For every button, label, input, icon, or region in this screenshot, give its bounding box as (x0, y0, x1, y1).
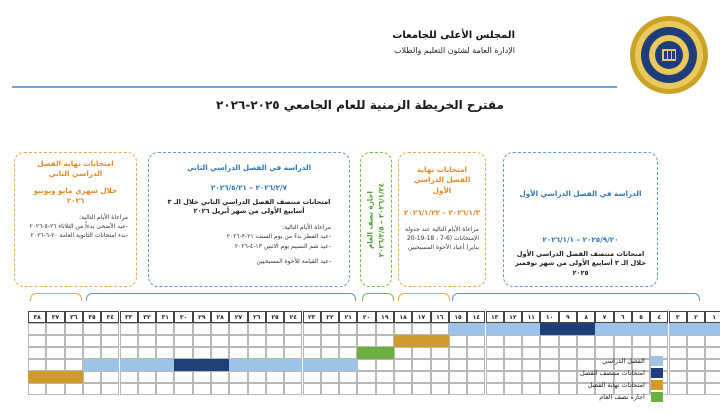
timeline-cell (522, 335, 540, 347)
timeline-cell (321, 383, 339, 395)
timeline-bar-break (357, 347, 375, 359)
timeline-cell (101, 335, 119, 347)
timeline-cell (101, 371, 119, 383)
timeline-bar-study (486, 323, 504, 335)
timeline-cell (46, 347, 64, 359)
timeline-cell (46, 323, 64, 335)
timeline-cell (321, 323, 339, 335)
timeline-cell (687, 383, 705, 395)
timeline-cell (321, 371, 339, 383)
second-semester-midterm-note: امتحانات منتصف الفصل الدراسي الثاني خلال الـ ٣ أسابيع الأولى من شهر أبريل ٢٠٢٦ (167, 197, 331, 216)
timeline-cell (687, 359, 705, 371)
timeline-cell (303, 335, 321, 347)
timeline-cell (559, 347, 577, 359)
timeline-bar-midterm (559, 323, 577, 335)
timeline-bar-final (46, 371, 64, 383)
timeline-cell (705, 335, 720, 347)
timeline-bar-midterm (540, 323, 558, 335)
legend-label: الفصل الدراسي (602, 357, 645, 365)
timeline-cell (339, 383, 357, 395)
timeline-bar-study (303, 359, 321, 371)
week-number: ٢١ (339, 311, 357, 323)
timeline-cell (687, 371, 705, 383)
timeline-cell (28, 359, 46, 371)
timeline-cell (138, 335, 156, 347)
brace-second-finals (30, 293, 82, 301)
mid-break-text (366, 182, 387, 256)
timeline-cell (101, 323, 119, 335)
timeline-cell (669, 359, 687, 371)
week-number: ٢٦ (248, 311, 266, 323)
timeline-cell (687, 347, 705, 359)
timeline-cell (120, 323, 138, 335)
timeline-cell (357, 359, 375, 371)
timeline-cell (211, 335, 229, 347)
timeline-bar-study (687, 323, 705, 335)
box-first-semester (503, 152, 658, 287)
timeline-cell (394, 383, 412, 395)
first-semester-dates: ٢٠٢٥/٩/٢٠ – ٢٠٢٦/١/١ (542, 235, 619, 245)
timeline-cell (46, 383, 64, 395)
legend-swatch (651, 392, 663, 402)
timeline-cell (614, 335, 632, 347)
week-number: ٣٤ (101, 311, 119, 323)
timeline-cell (266, 383, 284, 395)
timeline-cell (486, 335, 504, 347)
timeline-cell (211, 323, 229, 335)
timeline-cell (595, 335, 613, 347)
week-number: ١٨ (394, 311, 412, 323)
timeline-cell (339, 323, 357, 335)
timeline-cell (65, 347, 83, 359)
timeline-cell (248, 335, 266, 347)
timeline-cell (540, 335, 558, 347)
week-number: ٣٢ (138, 311, 156, 323)
timeline-cell (431, 347, 449, 359)
week-number: ١٦ (431, 311, 449, 323)
week-number: ٢٨ (211, 311, 229, 323)
timeline-cell (101, 383, 119, 395)
legend-swatch (651, 356, 663, 366)
second-finals-notes (15, 213, 136, 241)
week-number: ٣٧ (46, 311, 64, 323)
timeline-cell (83, 383, 101, 395)
legend-label: امتحانات منتصف الفصل (580, 369, 645, 377)
timeline-cell (138, 383, 156, 395)
timeline-cell (650, 335, 668, 347)
timeline-cell (486, 371, 504, 383)
second-semester-note-item: -عيد الفطر بدءً من يوم السبت ٢١-٣-٢٠٢٦ (226, 233, 331, 241)
week-number: ٢٥ (266, 311, 284, 323)
timeline-cell (449, 347, 467, 359)
second-semester-note-item: -عيد القيامة للأخوة المسيحيين (256, 257, 331, 265)
box-first-finals (398, 152, 486, 287)
timeline-cell (138, 323, 156, 335)
timeline-cell (174, 323, 192, 335)
box-mid-year-break (360, 152, 392, 287)
timeline-cell (559, 359, 577, 371)
mid-break-dates: ٢٠٢٦/١/٢٤ – ٢٠٢٦/٢/٥ (377, 182, 385, 257)
legend-item (580, 367, 663, 379)
timeline-bar-study (284, 359, 302, 371)
timeline-bar-study (339, 359, 357, 371)
second-semester-note-item: -عيد شم النسيم يوم الاثنين ١٣-٤-٢٠٢٦ (234, 242, 331, 250)
timeline-cell (229, 371, 247, 383)
timeline-cell (357, 371, 375, 383)
timeline-cell (540, 359, 558, 371)
timeline-cell (303, 383, 321, 395)
second-finals-note-item: -بدء امتحانات الثانوية العامة ٢٠-٦-٢٠٢٦ (30, 232, 128, 240)
timeline-cell (193, 371, 211, 383)
timeline-bar-study (248, 359, 266, 371)
timeline-cell (156, 371, 174, 383)
timeline-cell (284, 323, 302, 335)
week-number: ١٣ (486, 311, 504, 323)
timeline-cell (486, 359, 504, 371)
timeline-cell (101, 347, 119, 359)
timeline-cell (394, 323, 412, 335)
timeline-cell (28, 323, 46, 335)
timeline-cell (705, 359, 720, 371)
mid-break-title: اجازة نصف العام (366, 190, 375, 249)
timeline-cell (357, 383, 375, 395)
week-number: ١١ (522, 311, 540, 323)
timeline-cell (120, 383, 138, 395)
first-finals-note: مراعاة الأيام التالية عند جدولة الإمتحانات (6-7 ، 18-19-20 يناير) أعياد الأخوة المسيحيين (404, 225, 479, 252)
second-semester-title: الدراسة في الفصل الدراسي الثاني (186, 163, 312, 172)
timeline-cell (559, 383, 577, 395)
timeline-cell (83, 335, 101, 347)
week-number: ٧ (595, 311, 613, 323)
timeline-bar-final (394, 335, 412, 347)
org-title: المجلس الأعلى للجامعات (392, 30, 515, 41)
timeline-cell (376, 335, 394, 347)
timeline-cell (669, 383, 687, 395)
week-number: ٦ (614, 311, 632, 323)
second-semester-notes (149, 223, 349, 266)
timeline-cell (266, 335, 284, 347)
week-number: ١ (705, 311, 720, 323)
timeline-bar-study (632, 323, 650, 335)
timeline-cell (339, 347, 357, 359)
timeline-bar-midterm (193, 359, 211, 371)
timeline-cell (321, 347, 339, 359)
timeline-bar-final (65, 371, 83, 383)
legend-item (580, 379, 663, 391)
legend (580, 355, 663, 403)
box-second-finals (14, 152, 137, 287)
timeline-cell (449, 359, 467, 371)
timeline-cell (540, 383, 558, 395)
timeline-bar-study (650, 323, 668, 335)
timeline-bar-study (83, 359, 101, 371)
timeline-cell (65, 323, 83, 335)
timeline-cell (229, 335, 247, 347)
timeline-cell (28, 335, 46, 347)
brace-first-finals (398, 293, 450, 301)
timeline-cell (412, 323, 430, 335)
timeline-cell (193, 383, 211, 395)
second-finals-title: امتحانات نهاية الفصل الدراسي الثاني (37, 159, 114, 179)
legend-swatch (651, 368, 663, 378)
timeline-cell (486, 347, 504, 359)
timeline-cell (83, 323, 101, 335)
timeline-cell (284, 347, 302, 359)
box-second-semester (148, 152, 350, 287)
timeline-cell (193, 335, 211, 347)
timeline-cell (504, 359, 522, 371)
university-council-logo (628, 14, 710, 96)
first-semester-midterm-note: امتحانات منتصف الفصل الدراسي الأول خلال الـ ٣ أسابيع الأولى من شهر نوفمبر ٢٠٢٥ (515, 249, 646, 277)
brace-first-semester (452, 293, 700, 301)
second-finals-sub: خلال شهري مايو ويونيو ٢٠٢٦ (33, 185, 118, 206)
timeline-cell (193, 323, 211, 335)
legend-swatch (651, 380, 663, 390)
timeline-bar-final (28, 371, 46, 383)
week-number: ٣٣ (120, 311, 138, 323)
timeline-cell (522, 359, 540, 371)
timeline-cell (431, 359, 449, 371)
timeline-cell (248, 383, 266, 395)
timeline-cell (540, 347, 558, 359)
timeline-cell (303, 347, 321, 359)
timeline-cell (266, 323, 284, 335)
timeline-cell (705, 371, 720, 383)
timeline-bar-study (449, 323, 467, 335)
timeline-bar-study (138, 359, 156, 371)
timeline-bar-midterm (211, 359, 229, 371)
timeline-cell (156, 347, 174, 359)
timeline-bar-study (522, 323, 540, 335)
timeline-cell (431, 383, 449, 395)
timeline-cell (522, 371, 540, 383)
page-title: مقترح الخريطة الزمنية للعام الجامعي ٢٠٢٥-٢٠٢٦ (216, 98, 504, 112)
timeline-cell (174, 383, 192, 395)
timeline-cell (28, 347, 46, 359)
timeline-cell (211, 371, 229, 383)
week-number: ٢ (687, 311, 705, 323)
timeline-cell (376, 371, 394, 383)
timeline-cell (669, 347, 687, 359)
timeline-bar-study (669, 323, 687, 335)
week-number: ٢٩ (193, 311, 211, 323)
timeline-cell (705, 383, 720, 395)
brace-second-semester (86, 293, 356, 301)
timeline-cell (303, 371, 321, 383)
timeline-cell (394, 347, 412, 359)
timeline-bar-final (412, 335, 430, 347)
timeline-bar-study (156, 359, 174, 371)
timeline-cell (339, 335, 357, 347)
timeline-cell (229, 383, 247, 395)
timeline-cell (83, 371, 101, 383)
timeline-bar-study (614, 323, 632, 335)
week-number: ١٩ (376, 311, 394, 323)
second-semester-note-title: مراعاة الأيام التالية: (282, 223, 331, 231)
timeline-cell (120, 347, 138, 359)
week-number: ٢٢ (321, 311, 339, 323)
timeline-cell (156, 323, 174, 335)
timeline-cell (339, 371, 357, 383)
timeline-cell (504, 347, 522, 359)
timeline-cell (65, 335, 83, 347)
timeline-cell (46, 335, 64, 347)
timeline-cell (83, 347, 101, 359)
timeline-cell (248, 371, 266, 383)
timeline-cell (687, 335, 705, 347)
timeline-cell (412, 383, 430, 395)
timeline-cell (193, 347, 211, 359)
header-divider (12, 86, 617, 88)
timeline-cell (65, 359, 83, 371)
week-number: ٣٨ (28, 311, 46, 323)
week-number: ٥ (632, 311, 650, 323)
timeline-cell (577, 335, 595, 347)
week-number: ١٢ (504, 311, 522, 323)
timeline-cell (504, 371, 522, 383)
timeline-cell (376, 359, 394, 371)
week-number: ٢٠ (357, 311, 375, 323)
week-number: ٣٠ (174, 311, 192, 323)
week-number: ٣٥ (83, 311, 101, 323)
timeline-bar-midterm (174, 359, 192, 371)
timeline-cell (394, 371, 412, 383)
legend-label: امتحانات نهاية الفصل (587, 381, 645, 389)
timeline-cell (632, 335, 650, 347)
week-number: ٣٦ (65, 311, 83, 323)
timeline-cell (229, 347, 247, 359)
timeline-cell (229, 323, 247, 335)
timeline-cell (522, 347, 540, 359)
week-number: ١٥ (449, 311, 467, 323)
timeline-cell (156, 335, 174, 347)
week-number: ٩ (559, 311, 577, 323)
timeline-bar-study (229, 359, 247, 371)
timeline-bar-study (705, 323, 720, 335)
timeline-cell (412, 347, 430, 359)
timeline-cell (65, 383, 83, 395)
timeline-cell (449, 383, 467, 395)
timeline-bar-final (431, 335, 449, 347)
timeline-cell (284, 335, 302, 347)
timeline-cell (284, 383, 302, 395)
timeline-cell (669, 371, 687, 383)
timeline-bar-study (101, 359, 119, 371)
timeline-cell (174, 371, 192, 383)
timeline-cell (357, 323, 375, 335)
week-number: ١٤ (467, 311, 485, 323)
timeline-cell (559, 371, 577, 383)
week-number: ٣ (669, 311, 687, 323)
timeline-bar-study (504, 323, 522, 335)
timeline-bar-midterm (577, 323, 595, 335)
timeline-cell (467, 371, 485, 383)
timeline-cell (376, 323, 394, 335)
timeline-cell (376, 383, 394, 395)
week-number: ٤ (650, 311, 668, 323)
timeline-cell (28, 383, 46, 395)
timeline-cell (504, 335, 522, 347)
week-number: ٨ (577, 311, 595, 323)
legend-item (580, 391, 663, 403)
week-number: ٢٣ (303, 311, 321, 323)
timeline-cell (303, 323, 321, 335)
timeline-cell (211, 347, 229, 359)
timeline-cell (412, 359, 430, 371)
timeline-cell (449, 371, 467, 383)
week-number: ١٠ (540, 311, 558, 323)
timeline-cell (248, 323, 266, 335)
timeline-cell (248, 347, 266, 359)
week-number: ١٧ (412, 311, 430, 323)
timeline-cell (138, 371, 156, 383)
timeline-cell (46, 359, 64, 371)
timeline-cell (266, 371, 284, 383)
timeline-bar-break (376, 347, 394, 359)
timeline-bar-study (120, 359, 138, 371)
second-semester-dates: ٢٠٢٦/٢/٧ – ٢٠٢٦/٥/٢١ (210, 183, 288, 193)
legend-label: اجازة نصف العام (599, 393, 645, 401)
timeline-cell (467, 347, 485, 359)
timeline-cell (669, 335, 687, 347)
timeline-cell (357, 335, 375, 347)
timeline-cell (321, 335, 339, 347)
first-semester-title: الدراسة في الفصل الدراسي الأول (519, 189, 642, 198)
timeline-cell (559, 335, 577, 347)
timeline-cell (467, 335, 485, 347)
second-finals-note-item: -عيد الأضحى بدءاً من الثلاثاء ٢٦-٥-٢٠٢٦ (29, 223, 128, 231)
timeline-cell (266, 347, 284, 359)
timeline-cell (394, 359, 412, 371)
timeline-cell (412, 371, 430, 383)
week-number: ٢٧ (229, 311, 247, 323)
timeline-cell (486, 383, 504, 395)
timeline-cell (540, 371, 558, 383)
timeline-cell (522, 383, 540, 395)
timeline-cell (431, 323, 449, 335)
first-finals-title: امتحانات نهاية الفصل الدراسي الأول (413, 165, 471, 195)
header-organization (392, 30, 515, 55)
week-number: ٣١ (156, 311, 174, 323)
timeline-cell (211, 383, 229, 395)
timeline-cell (156, 383, 174, 395)
timeline-cell (120, 371, 138, 383)
timeline-cell (467, 359, 485, 371)
timeline-cell (431, 371, 449, 383)
org-department: الإدارة العامة لشئون التعليم والطلاب (393, 46, 515, 55)
timeline-cell (467, 383, 485, 395)
timeline-cell (120, 335, 138, 347)
timeline-bar-study (321, 359, 339, 371)
timeline-bar-study (266, 359, 284, 371)
timeline-cell (504, 383, 522, 395)
second-finals-note-title: مراعاة الأيام التالية: (79, 213, 128, 221)
week-number: ٢٤ (284, 311, 302, 323)
timeline-cell (138, 347, 156, 359)
timeline-cell (705, 347, 720, 359)
timeline-cell (174, 347, 192, 359)
legend-item (580, 355, 663, 367)
timeline-cell (174, 335, 192, 347)
first-finals-dates: ٢٠٢٦/١/٣ – ٢٠٢٦/١/٢٢ (403, 208, 481, 218)
timeline-cell (284, 371, 302, 383)
timeline-bar-study (467, 323, 485, 335)
timeline-bar-study (595, 323, 613, 335)
timeline-cell (449, 335, 467, 347)
brace-mid-break (362, 293, 394, 301)
